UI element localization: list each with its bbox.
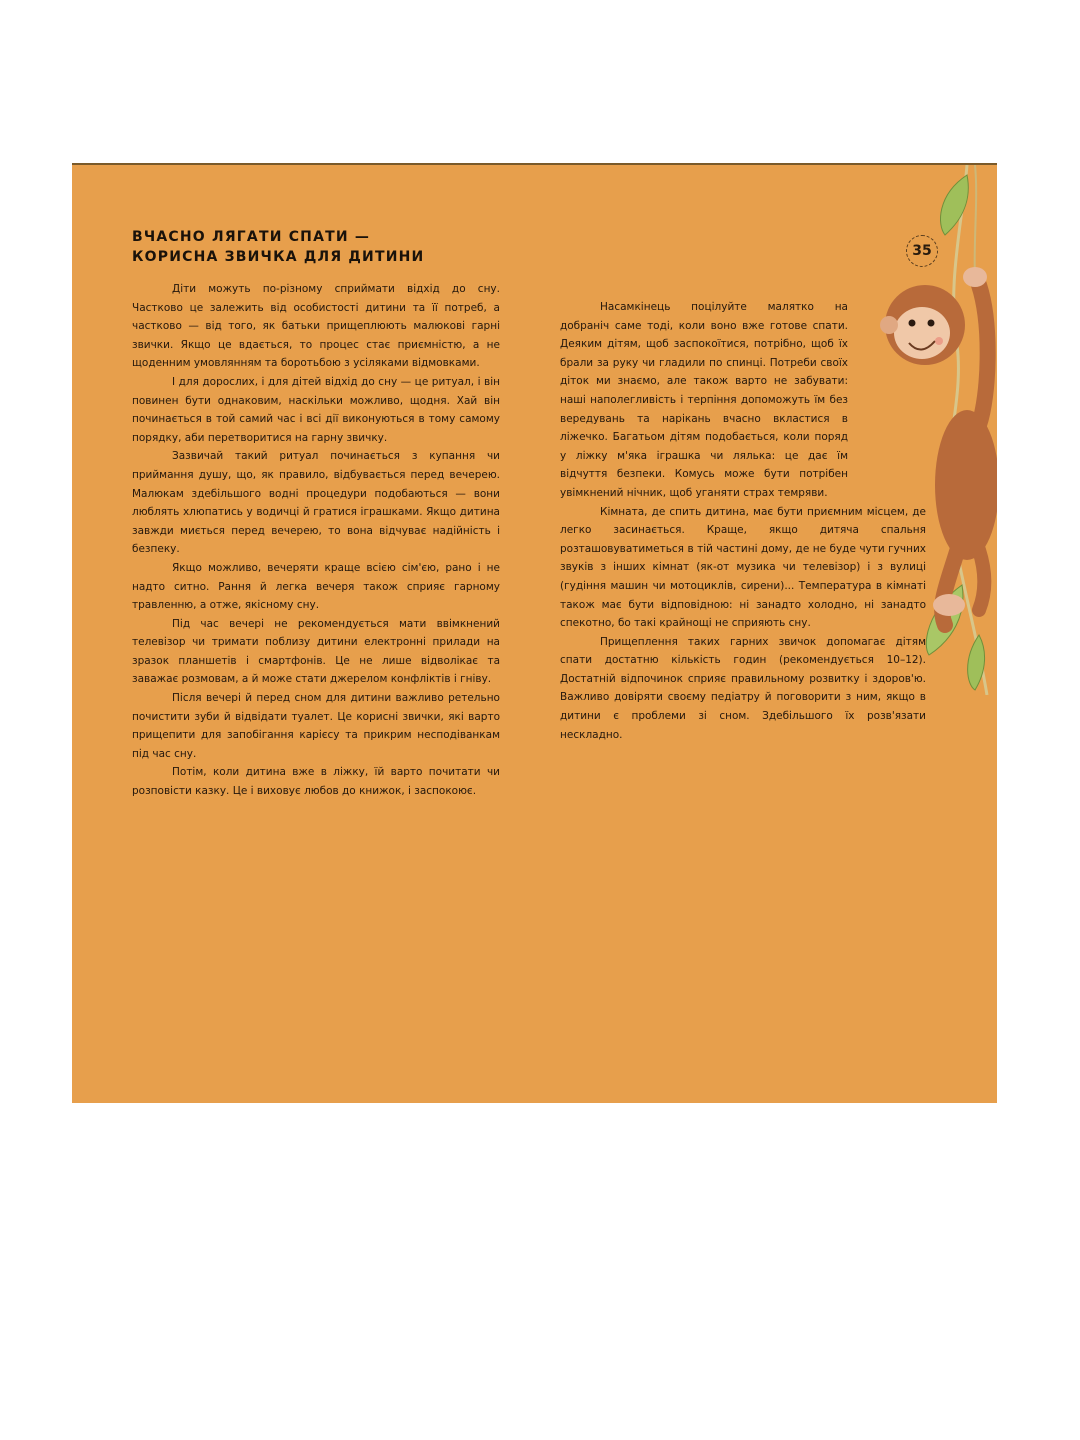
paragraph: Під час вечері не рекомендується мати ввімкнений телевізор чи тримати поблизу дитини електронні прилади на зразок планшетів і смартфонів. Це не лише відволікає та заважає розмовам, а й може стати джерелом конфліктів і гніву. (132, 617, 500, 686)
page-number-badge: 35 (906, 235, 938, 267)
page-title-line-1: ВЧАСНО ЛЯГАТИ СПАТИ — (132, 229, 371, 245)
paragraph: І для дорослих, і для дітей відхід до сну — це ритуал, і він повинен бути однаковим, наскільки можливо, щодня. Хай він починається в той самий час і всі дії виконуються в тому самому порядку, аби перетворитися на гарну звичку. (132, 375, 500, 444)
leaf-icon (968, 635, 985, 690)
left-text-column (132, 280, 500, 801)
paragraph: Зазвичай такий ритуал починається з купання чи приймання душу, що, як правило, відбувається перед вечерею. Малюкам здебільшого водні процедури подобаються — вони люблять хлюпатись у водичці й гратися іграшками. Якщо дитина завжди миється перед вечерею, то вона відчуває надійність і безпеку. (132, 450, 500, 556)
paragraph: Діти можуть по-різному сприймати відхід до сну. Частково це залежить від особистості дитини та її потреб, а частково — від того, як батьки прищеплюють малюкові гарні звички. Якщо це вдається, то процес стає приємністю, а не щоденним умовлянням та боротьбою з усіляками відмовками. (132, 283, 500, 370)
paragraph: Кімната, де спить дитина, має бути приємним місцем, де легко засинається. Краще, якщо дитяча спальня розташовуватиметься в тій частині дому, де не буде чути гучних звуків з інших кімнат (як-от музика чи телевізор) і з вулиці (гудіння машин чи мотоциклів, сирени)... Температура в кімнаті також має бути відповідною: ні занадто холодно, ні занадто спекотно, бо такі крайнощі не сприяють сну. (560, 505, 926, 630)
page-title-line-2: КОРИСНА ЗВИЧКА ДЛЯ ДИТИНИ (132, 249, 425, 265)
page-title (132, 227, 492, 267)
paragraph: Прищеплення таких гарних звичок допомагає дітям спати достатню кількість годин (рекомендується 10–12). Достатній відпочинок сприяє правильному розвитку і здоров'ю. Важливо довіряти своєму педіатру й поговорити з ним, якщо в дитини є проблеми зі сном. Здебільшого їх розв'язати нескладно. (560, 635, 926, 741)
paragraph: Потім, коли дитина вже в ліжку, їй варто почитати чи розповісти казку. Це і виховує любов до книжок, і заспокоює. (132, 766, 500, 798)
paragraph: Насамкінець поцілуйте малятко на добраніч саме тоді, коли воно вже готове спати. Деяким дітям, щоб заспокоїтися, потрібно, щоб їх брали за руку чи гладили по спинці. Потреби своїх діток ми знаємо, але також варто не забувати: наші наполегливість і терпіння допоможуть їм без вередувань та нарікань вчасно вкластися в ліжечко. Багатьом дітям подобається, коли поряд у ліжку м'яка іграшка чи лялька: це дає їм відчуття безпеки. Комусь може бути потрібен увімкнений нічник, щоб уганяти страх темряви. (560, 301, 848, 499)
paragraph: Після вечері й перед сном для дитини важливо ретельно почистити зуби й відвідати туалет. Це корисні звички, які варто прищепити для запобігання карієсу та прикрим несподіванкам під час сну. (132, 692, 500, 760)
paragraph: Якщо можливо, вечеряти краще всією сім'єю, рано і не надто ситно. Рання й легка вечеря також сприяє гарному травленню, а отже, якісному сну. (132, 561, 500, 612)
book-page (72, 163, 997, 1103)
leaf-icon (940, 175, 968, 235)
monkey-on-vine-icon (867, 165, 997, 695)
